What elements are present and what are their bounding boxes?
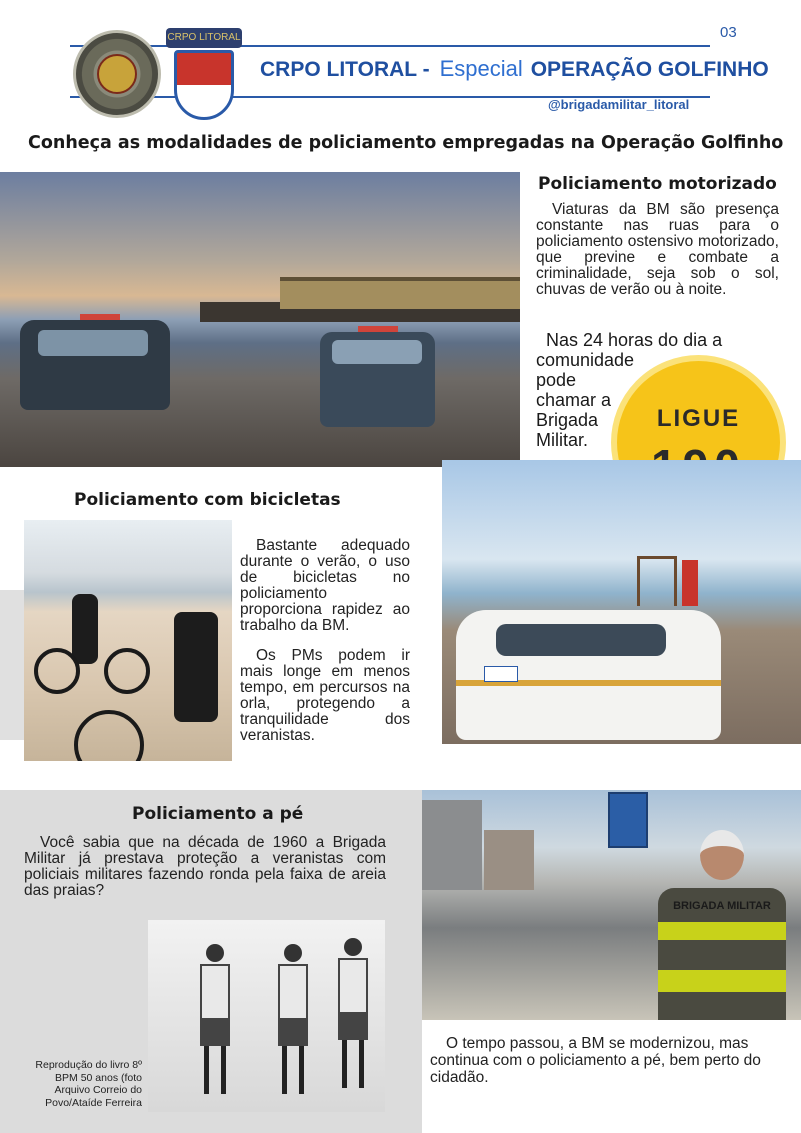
police-car — [320, 332, 435, 427]
police-sedan — [456, 610, 721, 740]
a-pe-text: Você sabia que na década de 1960 a Brigada Militar já prestava proteção a veranistas com policiais militares fazendo ronda pela faixa de areia das praias? — [24, 834, 386, 899]
crpo-litoral-shield-logo — [166, 28, 242, 122]
header-title-left: CRPO LITORAL - — [260, 58, 430, 81]
bike-wheel — [34, 648, 80, 694]
call-text-line1: Nas 24 horas do dia a — [546, 330, 723, 350]
historic-officer — [196, 944, 234, 1094]
gray-side-panel — [0, 590, 24, 740]
call-text-rest: comunidade pode chamar a Brigada Militar. — [536, 350, 635, 450]
section-title-motorizado: Policiamento motorizado — [538, 174, 777, 194]
header-title — [260, 56, 769, 82]
police-car-seafront-photo — [442, 460, 801, 744]
cyclist — [72, 594, 98, 664]
street-clock-sign — [608, 792, 648, 848]
bike-wheel — [74, 710, 144, 761]
header-title-especial: Especial — [439, 56, 523, 81]
ligue-label: LIGUE — [656, 405, 741, 432]
brigada-militar-seal-logo — [73, 30, 161, 118]
vest-label: BRIGADA MILITAR — [673, 900, 771, 912]
building — [422, 800, 482, 890]
bicycle-patrol-photo — [24, 520, 232, 761]
seal-center-emblem — [97, 54, 137, 94]
beach-patrol-cars-photo — [0, 172, 520, 467]
shield-body — [174, 50, 234, 120]
historic-officer — [274, 944, 312, 1094]
historic-bw-photo — [148, 920, 385, 1112]
page-number: 03 — [720, 24, 737, 41]
section-title-bicicletas: Policiamento com bicicletas — [74, 490, 341, 510]
bicicletas-text-1: Bastante adequado durante o verão, o uso de bicicletas no policiamento proporciona rapidez ao trabalho da BM. — [240, 537, 410, 634]
section-title-a-pe: Policiamento a pé — [132, 804, 304, 824]
social-handle: @brigadamilitar_litoral — [548, 97, 690, 112]
motorizado-text: Viaturas da BM são presença constante nas ruas para o policiamento ostensivo motorizado, que previne e combate a criminalidade, seja sob o sol, chuvas de verão ou à noite. — [536, 201, 779, 298]
bicicletas-text-2: Os PMs podem ir mais longe em menos tempo, em percursos na orla, protegendo a tranquilidade dos veranistas. — [240, 647, 410, 744]
building — [484, 830, 534, 890]
police-car — [20, 320, 170, 410]
main-heading: Conheça as modalidades de policiamento empregadas na Operação Golfinho — [28, 133, 784, 153]
playground-swing — [637, 556, 677, 606]
foot-patrol-photo — [422, 790, 801, 1020]
cyclist — [174, 612, 218, 722]
bike-wheel — [104, 648, 150, 694]
shield-ribbon: CRPO LITORAL — [166, 28, 242, 48]
historic-officer — [334, 938, 372, 1088]
lifeguard-tower — [682, 560, 698, 606]
a-pe-closing-text: O tempo passou, a BM se modernizou, mas continua com o policiamento a pé, bem perto do cidadão. — [430, 1035, 761, 1086]
officer-vest — [658, 888, 786, 1020]
foot-patrol-officer — [648, 830, 798, 1020]
header-title-right: OPERAÇÃO GOLFINHO — [530, 58, 769, 81]
photo-credit: Reprodução do livro 8º BPM 50 anos (foto Arquivo Correio do Povo/Ataíde Ferreira — [35, 1059, 142, 1109]
pier-building — [280, 277, 520, 309]
